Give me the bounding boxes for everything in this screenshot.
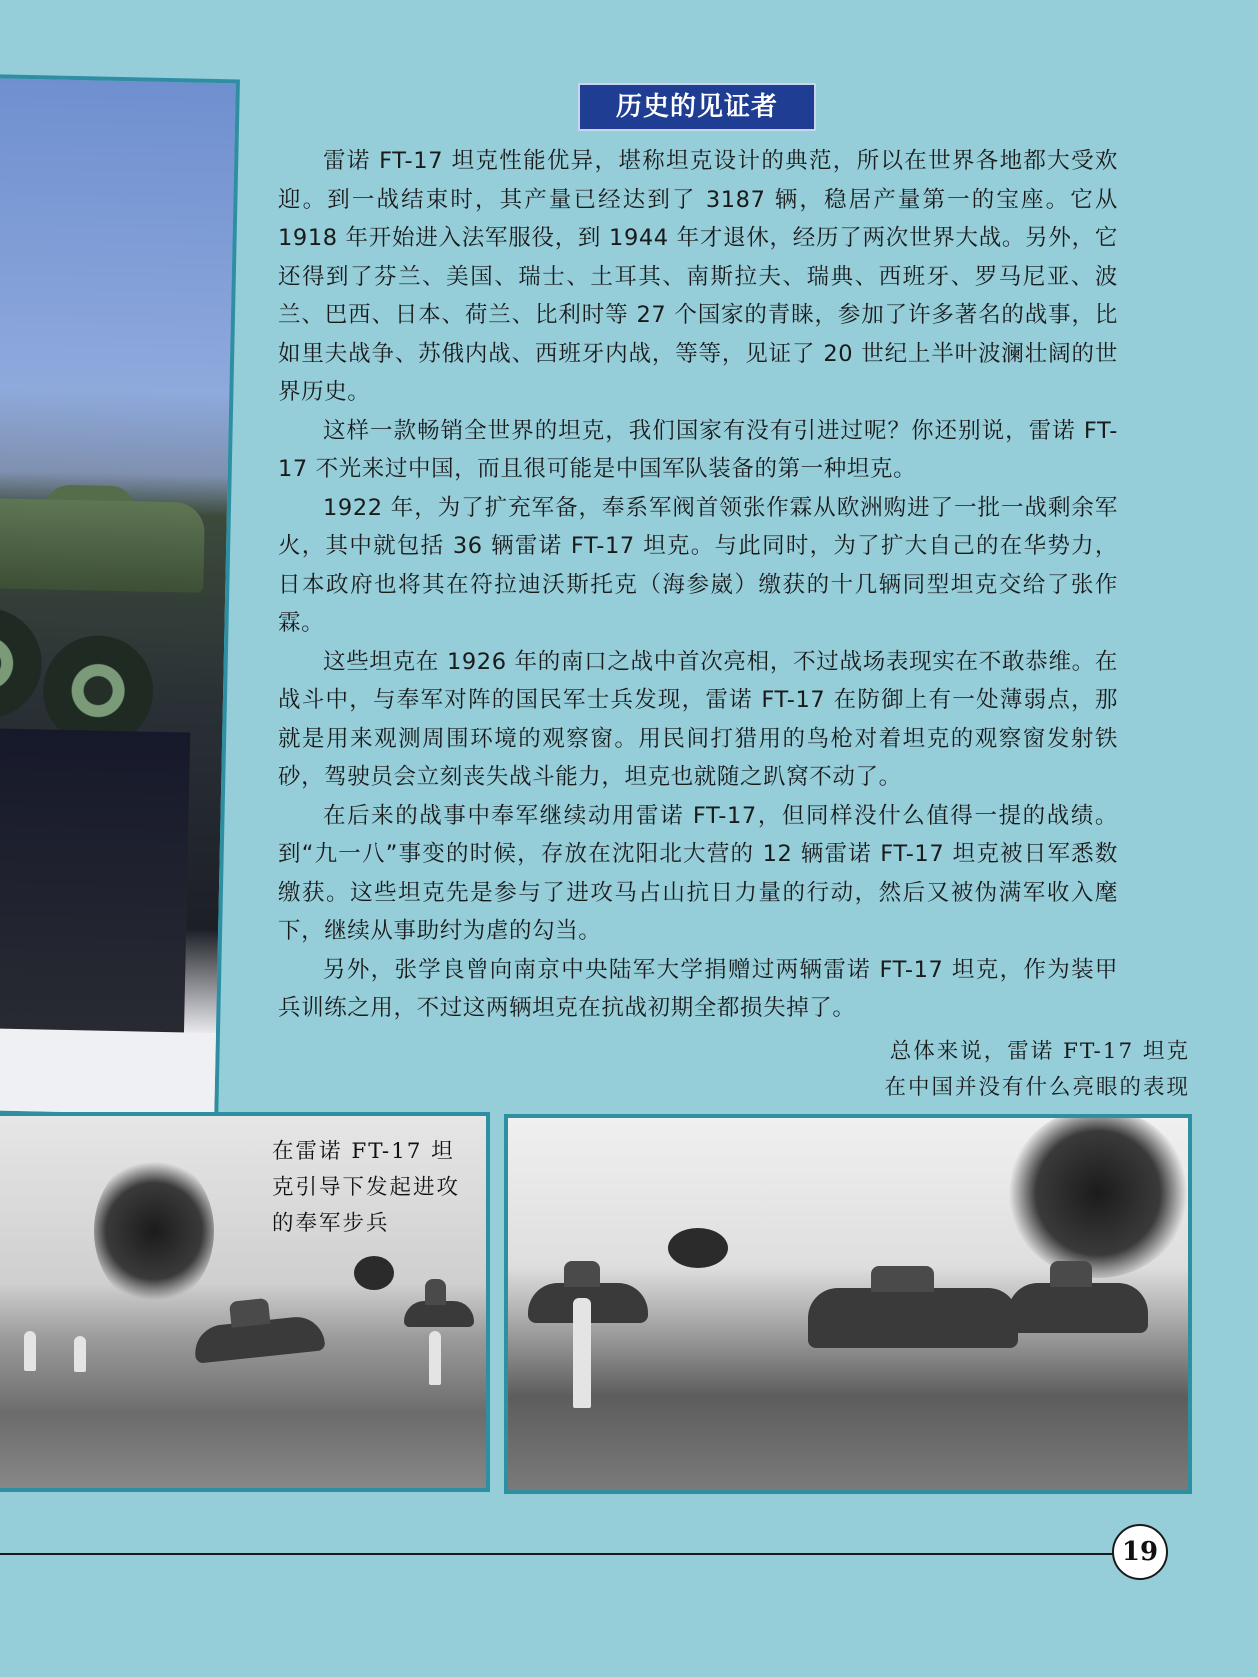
tank-body-shape xyxy=(0,498,205,593)
caption-right xyxy=(884,1034,1190,1106)
tank-silhouette xyxy=(1008,1283,1148,1333)
caption-bottom-left xyxy=(272,1134,482,1242)
footer-rule xyxy=(0,1553,1115,1555)
smoke-plume-shape xyxy=(1008,1114,1188,1278)
paragraph: 雷诺 FT-17 坦克性能优异，堪称坦克设计的典范，所以在世界各地都大受欢迎。到一战结束时，其产量已经达到了 3187 辆，稳居产量第一的宝座。它从 1918 年开始进入法军服役，到 1944 年才退休，经历了两次世界大战。另外，它还得到了芬兰、美国、瑞士、土耳其、南斯拉夫、瑞典、西班牙、罗马尼亚、波兰、巴西、日本、荷兰、比利时等 27 个国家的青睐，参加了许多著名的战事，比如里夫战争、苏俄内战、西班牙内战，等等，见证了 20 世纪上半叶波澜壮阔的世界历史。 xyxy=(278,148,1118,405)
caption-line: 在雷诺 FT-17 坦 xyxy=(272,1139,455,1164)
caption-line: 总体来说，雷诺 FT-17 坦克 xyxy=(889,1039,1190,1064)
caption-line: 在中国并没有什么亮眼的表现 xyxy=(884,1075,1190,1100)
snow-ground-shape xyxy=(0,1028,224,1119)
caption-line: 克引导下发起进攻 xyxy=(272,1175,461,1200)
tank-wheel-shape xyxy=(0,607,43,719)
monument-pedestal-shape xyxy=(0,728,190,1063)
paragraph: 在后来的战事中奉军继续动用雷诺 FT-17，但同样没什么值得一提的战绩。到“九一八”事变的时候，存放在沈阳北大营的 12 辆雷诺 FT-17 坦克被日军悉数缴获。这些坦克先是参与了进攻马占山抗日力量的行动，然后又被伪满军收入麾下，继续从事助纣为虐的勾当。 xyxy=(278,802,1118,944)
paragraph: 这样一款畅销全世界的坦克，我们国家有没有引进过呢？你还别说，雷诺 FT-17 不光来过中国，而且很可能是中国军队装备的第一种坦克。 xyxy=(278,417,1118,482)
paragraph: 这些坦克在 1926 年的南口之战中首次亮相，不过战场表现实在不敢恭维。在战斗中，与奉军对阵的国民军士兵发现，雷诺 FT-17 在防御上有一处薄弱点，那就是用来观测周围环境的观察窗。用民间打猎用的鸟枪对着坦克的观察窗发射铁砂，驾驶员会立刻丧失战斗能力，坦克也就随之趴窝不动了。 xyxy=(278,648,1118,790)
caption-line: 的奉军步兵 xyxy=(272,1211,390,1236)
page-number: 19 xyxy=(1112,1524,1168,1580)
smoke-plume-shape xyxy=(94,1156,214,1306)
tank-silhouette xyxy=(404,1301,474,1327)
tank-silhouette xyxy=(808,1288,1018,1348)
tree-shape xyxy=(354,1256,394,1290)
tank-advance-photo xyxy=(504,1114,1192,1494)
soldier-figure xyxy=(24,1331,36,1371)
tree-shape xyxy=(668,1228,728,1268)
article-body xyxy=(278,142,1118,1028)
tank-silhouette xyxy=(192,1314,325,1363)
soldier-figure xyxy=(573,1298,591,1408)
section-title: 历史的见证者 xyxy=(578,83,816,131)
paragraph: 1922 年，为了扩充军备，奉系军阀首领张作霖从欧洲购进了一批一战剩余军火，其中就包括 36 辆雷诺 FT-17 坦克。与此同时，为了扩大自己的在华势力，日本政府也将其在符拉迪沃斯托克（海参崴）缴获的十几辆同型坦克交给了张作霖。 xyxy=(278,494,1118,636)
monument-tank-photo xyxy=(0,74,240,1119)
soldier-figure xyxy=(429,1331,441,1385)
soldier-figure xyxy=(74,1336,86,1372)
paragraph: 另外，张学良曾向南京中央陆军大学捐赠过两辆雷诺 FT-17 坦克，作为装甲兵训练之用，不过这两辆坦克在抗战初期全都损失掉了。 xyxy=(278,956,1118,1021)
